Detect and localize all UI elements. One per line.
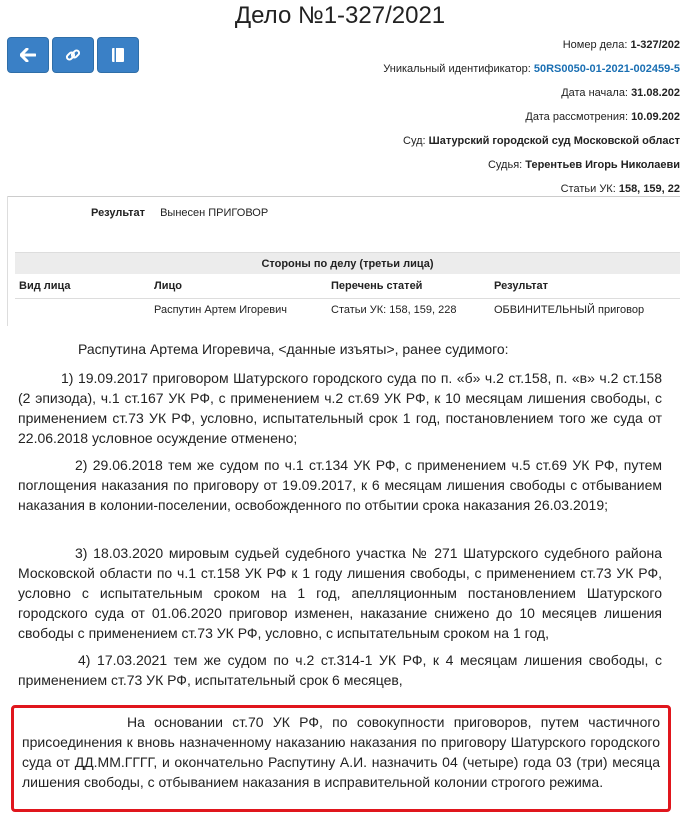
- parties-table: [15, 252, 680, 322]
- court-name: Шатурский городской суд Московской област: [428, 135, 680, 147]
- conviction-4: 4) 17.03.2021 тем же судом по ч.2 ст.314-1 УК РФ, к 4 месяцам лишения свободы, с применением ст.73 УК РФ, испытательный срок 6 месяцев,: [18, 652, 662, 688]
- uid-link[interactable]: 50RS0050-01-2021-002459-5: [533, 63, 680, 75]
- book-button[interactable]: [97, 37, 139, 73]
- table-row: [15, 298, 680, 322]
- articles-value: 158, 159, 22: [618, 183, 680, 195]
- cell-result: ОБВИНИТЕЛЬНЫЙ приговор: [494, 304, 645, 317]
- col-header-party-type: Вид лица: [15, 274, 150, 298]
- section-divider: [7, 196, 680, 197]
- parties-heading: Стороны по делу (третьи лица): [15, 252, 680, 274]
- cell-party-type: [15, 298, 150, 322]
- case-meta: [383, 38, 680, 206]
- review-date: 10.09.202: [631, 111, 680, 123]
- highlighted-sentence: [11, 705, 671, 812]
- case-number-label: Номер дела:: [562, 39, 628, 51]
- col-header-articles: Перечень статей: [327, 274, 490, 298]
- review-date-label: Дата рассмотрения:: [525, 111, 628, 123]
- link-button[interactable]: [52, 37, 94, 73]
- uid-label: Уникальный идентификатор:: [383, 63, 531, 75]
- judge-name: Терентьев Игорь Николаеви: [525, 159, 680, 171]
- cell-person: Распутин Артем Игоревич: [154, 304, 287, 317]
- result-row: [91, 207, 268, 219]
- sentence-paragraph: На основании ст.70 УК РФ, по совокупности приговоров, путем частичного присоединения к вновь назначенному наказанию наказания по приговору Шатурского городского суда от ДД.ММ.ГГГГ, и окончательно Распутину А.И. назначить 04 (четыре) года 03 (три) месяца лишения свободы, с отбыванием наказания в исправительной колонии строгого режима.: [22, 714, 660, 790]
- court-label: Суд:: [403, 135, 426, 147]
- result-value: Вынесен ПРИГОВОР: [160, 207, 269, 219]
- conviction-1: 1) 19.09.2017 приговором Шатурского городского суда по п. «б» ч.2 ст.158, п. «в» ч.2 ст.158 (2 эпизода), ч.1 ст.167 УК РФ, с применением ч.2 ст.69 УК РФ, к 10 месяцам лишения свободы, с применением ст.73 УК РФ, условно, испытательный срок 1 год, постановлением того же суда от 22.06.2018 условное осуждение отменено;: [18, 370, 662, 446]
- start-date-label: Дата начала:: [561, 87, 628, 99]
- col-header-result: Результат: [490, 274, 680, 298]
- defendant-paragraph: Распутина Артема Игоревича, <данные изъяты>, ранее судимого:: [78, 341, 509, 357]
- back-button[interactable]: [7, 37, 49, 73]
- col-header-person: Лицо: [150, 274, 327, 298]
- conviction-3: 3) 18.03.2020 мировым судьей судебного участка № 271 Шатурского судебного района Московской области по ч.1 ст.158 УК РФ к 1 году лишения свободы, с применением ст.73 УК РФ, условно с испытательным сроком на 1 год, апелляционным постановлением Шатурского городского суда от 01.06.2020 приговор изменен, наказание снижено до 10 месяцев лишения свободы с применением ст.73 УК РФ, условно, с испытательным сроком на 1 год,: [18, 545, 662, 641]
- start-date: 31.08.202: [631, 87, 680, 99]
- case-number: 1-327/202: [630, 39, 680, 51]
- book-icon: [111, 47, 125, 63]
- result-label: Результат: [91, 207, 146, 219]
- cell-articles: Статьи УК: 158, 159, 228: [331, 304, 457, 317]
- conviction-2: 2) 29.06.2018 тем же судом по ч.1 ст.134 УК РФ, с применением ч.5 ст.69 УК РФ, путем поглощения наказания по приговору от 19.09.2017, к 6 месяцам лишения свободы с отбыванием наказания в колонии-поселении, освобожденного по отбытии срока наказания 26.03.2019;: [18, 457, 662, 513]
- back-icon: [20, 48, 36, 62]
- judge-label: Судья:: [487, 159, 523, 171]
- articles-label: Статьи УК:: [560, 183, 616, 195]
- link-icon: [65, 47, 81, 63]
- section-border: [7, 196, 8, 326]
- page-title: Дело №1-327/2021: [234, 2, 446, 29]
